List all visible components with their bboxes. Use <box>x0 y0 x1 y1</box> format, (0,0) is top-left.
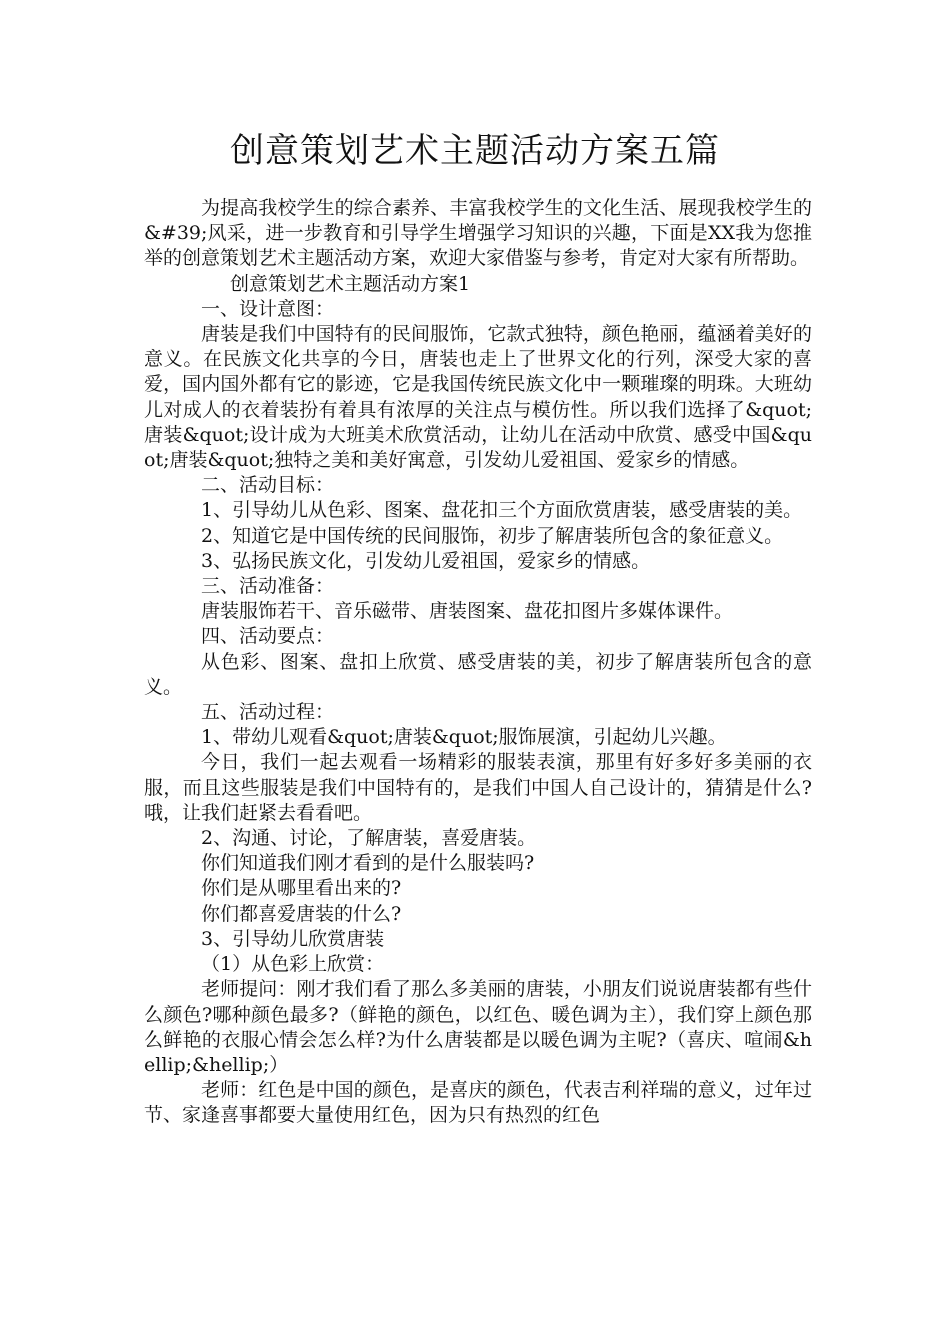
heading-activity-preparation: 三、活动准备： <box>201 575 335 598</box>
sub-step-color: （1）从色彩上欣赏： <box>201 953 385 976</box>
intro-paragraph: 为提高我校学生的综合素养、丰富我校学生的文化生活、展现我校学生的&#39;风采，进一步教育和引导学生增强学习知识的兴趣，下面是XX我为您推举的创意策划艺术主题活动方案，欢迎大家借鉴与参考，肯定对大家有所帮助。 <box>144 197 812 270</box>
question-2: 你们是从哪里看出来的? <box>201 877 402 900</box>
process-step-2: 2、沟通、讨论，了解唐装，喜爱唐装。 <box>201 827 537 850</box>
goal-item-2: 2、知道它是中国传统的民间服饰，初步了解唐装所包含的象征意义。 <box>201 524 784 547</box>
goal-item-1: 1、引导幼儿从色彩、图案、盘花扣三个方面欣赏唐装，感受唐装的美。 <box>201 499 803 522</box>
heading-activity-goals: 二、活动目标： <box>201 474 335 497</box>
paragraph-preparation: 唐装服饰若干、音乐磁带、唐装图案、盘花扣图片多媒体课件。 <box>201 600 734 623</box>
paragraph-teacher-explanation: 老师：红色是中国的颜色，是喜庆的颜色，代表吉利祥瑞的意义，过年过节、家逢喜事都要大量使用红色，因为只有热烈的红色 <box>144 1079 812 1127</box>
heading-design-intent: 一、设计意图： <box>201 297 335 320</box>
process-step-1: 1、带幼儿观看&quot;唐装&quot;服饰展演，引起幼儿兴趣。 <box>201 726 727 749</box>
paragraph-key-points: 从色彩、图案、盘扣上欣赏、感受唐装的美，初步了解唐装所包含的意义。 <box>144 650 812 698</box>
heading-activity-process: 五、活动过程： <box>201 701 335 724</box>
question-1: 你们知道我们刚才看到的是什么服装吗? <box>201 852 535 875</box>
goal-item-3: 3、弘扬民族文化，引发幼儿爱祖国，爱家乡的情感。 <box>201 549 651 572</box>
section-heading-plan-1: 创意策划艺术主题活动方案1 <box>230 272 471 295</box>
paragraph-process-intro: 今日，我们一起去观看一场精彩的服装表演，那里有好多好多美丽的衣服，而且这些服装是我们中国特有的，是我们中国人自己设计的，猜猜是什么?哦，让我们赶紧去看看吧。 <box>144 751 812 824</box>
paragraph-teacher-question: 老师提问：刚才我们看了那么多美丽的唐装，小朋友们说说唐装都有些什么颜色?哪种颜色最多?（鲜艳的颜色，以红色、暖色调为主），我们穿上颜色那么鲜艳的衣服心情会怎么样?为什么唐装都是以暖色调为主呢?（喜庆、喧闹&hellip;&hellip;） <box>144 978 812 1076</box>
document-body <box>144 196 812 1129</box>
question-3: 你们都喜爱唐装的什么? <box>201 902 402 925</box>
process-step-3: 3、引导幼儿欣赏唐装 <box>201 927 385 950</box>
paragraph-design-intent: 唐装是我们中国特有的民间服饰，它款式独特，颜色艳丽，蕴涵着美好的意义。在民族文化共享的今日，唐装也走上了世界文化的行列，深受大家的喜爱，国内国外都有它的影迹，它是我国传统民族文化中一颗璀璨的明珠。大班幼儿对成人的衣着装扮有着具有浓厚的关注点与模仿性。所以我们选择了&quot;唐装&quot;设计成为大班美术欣赏活动，让幼儿在活动中欣赏、感受中国&quot;唐装&quot;独特之美和美好寓意，引发幼儿爱祖国、爱家乡的情感。 <box>144 323 812 472</box>
document-title: 创意策划艺术主题活动方案五篇 <box>230 131 720 171</box>
heading-activity-key-points: 四、活动要点： <box>201 625 335 648</box>
